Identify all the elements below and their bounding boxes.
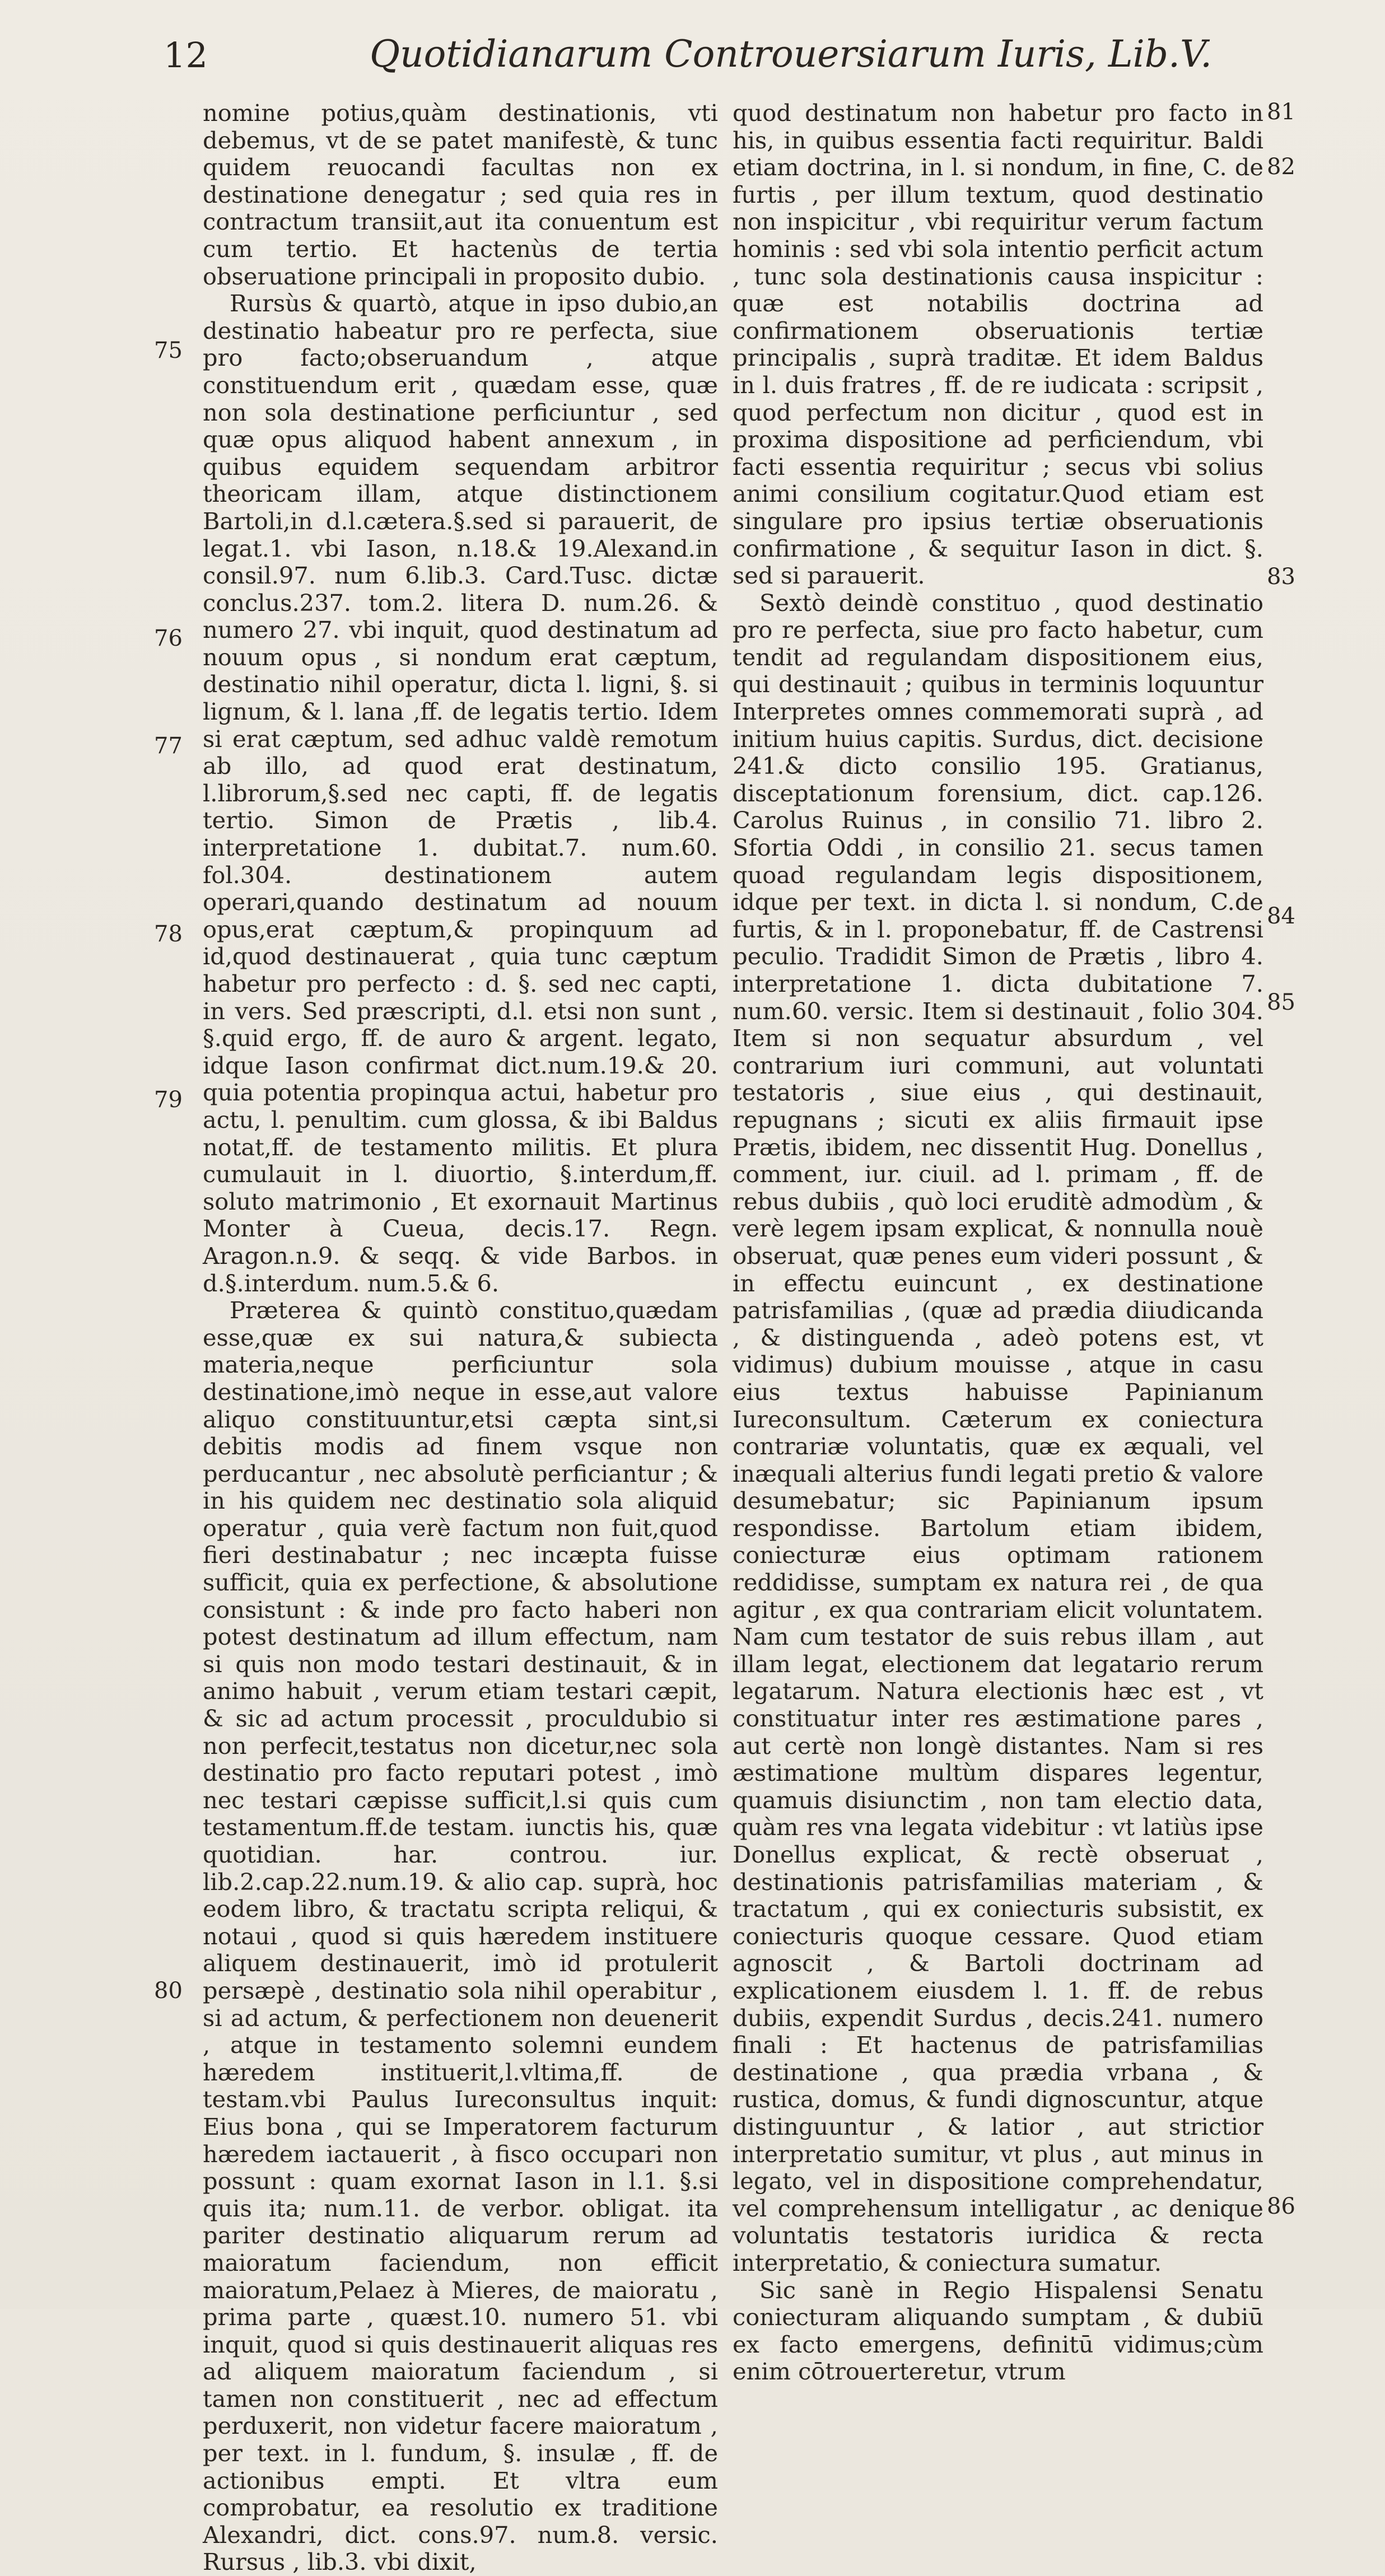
paragraph: quod destinatum non habetur pro facto in his, in quibus essentia facti requiritur. Baldi etiam doctrina, in l. si nondum, in fine, C. de furtis , per illum textum, quod destinatio non inspicitur , vbi requiritur verum factum hominis : sed vbi sola intentio perficit actum , tunc sola destinationis causa inspicitur : quæ est notabilis doctrina ad confirmationem obseruationis tertiæ principalis , suprà traditæ. Et idem Baldus in l. duis fratres , ff. de re iudicata : scripsit , quod perfectum non dicitur , quod est in proxima dispositione ad perficiendum, vbi facti essentia requiritur ; secus vbi solius animi consilium cogitatur.Quod etiam est singulare pro ipsius tertiæ obseruationis confirmatione , & sequitur Iason in dict. §. sed si parauerit. xyxy=(733,99,1263,590)
margin-number: 86 xyxy=(1267,2194,1295,2219)
left-text-column xyxy=(203,100,718,2576)
paragraph: Præterea & quintò constituo,quædam esse,quæ ex sui natura,& subiecta materia,neque perficiuntur sola destinatione,imò neque in esse,aut valore aliquo constituuntur,etsi cæpta sint,si debitis modis ad finem vsque non perducantur , nec absolutè perficiantur ; & in his quidem nec destinatio sola aliquid operatur , quia verè factum non fuit,quod fieri destinabatur ; nec incæpta fuisse sufficit, quia ex perfectione, & absolutione consistunt : & inde pro facto haberi non potest destinatum ad illum effectum, nam si quis non modo testari destinauit, & in animo habuit , verum etiam testari cæpit, & sic ad actum processit , proculdubio si non perfecit,testatus non dicetur,nec sola destinatio pro facto reputari potest , imò nec testari cæpisse sufficit,l.si quis cum testamentum.ff.de testam. iunctis his, quæ quotidian. har. controu. iur. lib.2.cap.22.num.19. & alio cap. suprà, hoc eodem libro, & tractatu scripta reliqui, & notaui , quod si quis hæredem instituere aliquem destinauerit, imò id protulerit persæpè , destinatio sola nihil operabitur , si ad actum, & perfectionem non deuenerit , atque in testamento solemni eundem hæredem instituerit,l.vltima,ff. de testam.vbi Paulus Iureconsultus inquit: Eius bona , qui se Imperatorem facturum hæredem iactauerit , à fisco occupari non possunt : quam exornat Iason in l.1. §.si quis ita; num.11. de verbor. obligat. ita pariter destinatio aliquarum rerum ad maioratum faciendum, non efficit maioratum,Pelaez à Mieres, de maioratu , prima parte , quæst.10. numero 51. vbi inquit, quod si quis destinauerit aliquas res ad aliquem maioratum faciendum , si tamen non constituerit , nec ad effectum perduxerit, non videtur facere maioratum , per text. in l. fundum, §. insulæ , ff. de actionibus empti. Et vltra eum comprobatur, ea resolutio ex traditione Alexandri, dict. cons.97. num.8. versic. Rursus , lib.3. vbi dixit, xyxy=(203,1296,718,2576)
margin-number: 78 xyxy=(154,921,183,947)
margin-number: 80 xyxy=(154,1978,183,2004)
margin-number: 83 xyxy=(1267,564,1295,590)
paragraph: Sic sanè in Regio Hispalensi Senatu coniecturam aliquando sumptam , & dubiū ex facto emergens, definitū vidimus;cùm enim cōtrouerteretur, vtrum xyxy=(733,2276,1263,2386)
running-title: Quotidianarum Controuersiarum Iuris, Lib.V. xyxy=(370,32,1213,76)
margin-number: 76 xyxy=(154,626,183,651)
margin-number: 84 xyxy=(1267,903,1295,929)
right-text-column xyxy=(733,100,1263,2386)
margin-number: 82 xyxy=(1267,154,1295,180)
margin-number: 79 xyxy=(154,1087,183,1113)
paragraph: Rursùs & quartò, atque in ipso dubio,an destinatio habeatur pro re perfecta, siue pro facto;obseruandum , atque constituendum erit , quædam esse, quæ non sola destinatione perficiuntur , sed quæ opus aliquod habent annexum , in quibus equidem sequendam arbitror theoricam illam, atque distinctionem Bartoli,in d.l.cætera.§.sed si parauerit, de legat.1. vbi Iason, n.18.& 19.Alexand.in consil.97. num 6.lib.3. Card.Tusc. dictæ conclus.237. tom.2. litera D. num.26. & numero 27. vbi inquit, quod destinatum ad nouum opus , si nondum erat cæptum, destinatio nihil operatur, dicta l. ligni, §. si lignum, & l. lana ,ff. de legatis tertio. Idem si erat cæptum, sed adhuc valdè remotum ab illo, ad quod erat destinatum, l.librorum,§.sed nec capti, ff. de legatis tertio. Simon de Prætis , lib.4. interpretatione 1. dubitat.7. num.60. fol.304. destinationem autem operari,quando destinatum ad nouum opus,erat cæptum,& propinquum ad id,quod destinauerat , quia tunc cæptum habetur pro perfecto : d. §. sed nec capti, in vers. Sed præscripti, d.l. etsi non sunt , §.quid ergo, ff. de auro & argent. legato, idque Iason confirmat dict.num.19.& 20. quia potentia propinqua actui, habetur pro actu, l. penultim. cum glossa, & ibi Baldus notat,ff. de testamento militis. Et plura cumulauit in l. diuortio, §.interdum,ff. soluto matrimonio , Et exornauit Martinus Monter à Cueua, decis.17. Regn. Aragon.n.9. & seqq. & vide Barbos. in d.§.interdum. num.5.& 6. xyxy=(203,290,718,1297)
margin-number: 75 xyxy=(154,338,183,363)
paragraph: Sextò deindè constituo , quod destinatio pro re perfecta, siue pro facto habetur, cum tendit ad regulandam dispositionem eius, qui destinauit ; quibus in terminis loquuntur Interpretes omnes commemorati suprà , ad initium huius capitis. Surdus, dict. decisione 241.& dicto consilio 195. Gratianus, disceptationum forensium, dict. cap.126. Carolus Ruinus , in consilio 71. libro 2. Sfortia Oddi , in consilio 21. secus tamen quoad regulandam legis dispositionem, idque per text. in dicta l. si nondum, C.de furtis, & in l. proponebatur, ff. de Castrensi peculio. Tradidit Simon de Prætis , libro 4. interpretatione 1. dicta dubitatione 7. num.60. versic. Item si destinauit , folio 304. Item si non sequatur absurdum , vel contrarium iuri communi, aut voluntati testatoris , siue eius , qui destinauit, repugnans ; sicuti ex aliis firmauit ipse Prætis, ibidem, nec dissentit Hug. Donellus , comment, iur. ciuil. ad l. primam , ff. de rebus dubiis , quò loci eruditè admodùm , & verè legem ipsam explicat, & nonnulla nouè obseruat, quæ penes eum videri possunt , & in effectu euincunt , ex destinatione patrisfamilias , (quæ ad prædia diiudicanda , & distinguenda , adeò potens est, vt vidimus) dubium mouisse , atque in casu eius textus habuisse Papinianum Iureconsultum. Cæterum ex coniectura contrariæ voluntatis, quæ ex æquali, vel inæquali alterius fundi legati pretio & valore desumebatur; sic Papinianum ipsum respondisse. Bartolum etiam ibidem, coniecturæ eius optimam rationem reddidisse, sumptam ex natura rei , de qua agitur , ex qua contrariam elicit voluntatem. Nam cum testator de suis rebus illam , aut illam legat, electionem dat legatario rerum legatarum. Natura electionis hæc est , vt constituatur inter res æstimatione pares , aut certè non longè distantes. Nam si res æstimatione multùm dispares legentur, quamuis disiunctim , non tam electio data, quàm res vna legata videbitur : vt latiùs ipse Donellus explicat, & rectè obseruat , destinationis patrisfamilias materiam , & tractatum , qui ex coniecturis subsistit, ex coniecturis quoque cessare. Quod etiam agnoscit , & Bartoli doctrinam ad explicationem eiusdem l. 1. ff. de rebus dubiis, expendit Surdus , decis.241. numero finali : Et hactenus de patrisfamilias destinatione , qua prædia vrbana , & rustica, domus, & fundi dignoscuntur, atque distinguuntur , & latior , aut strictior interpretatio sumitur, vt plus , aut minus in legato, vel in dispositione comprehendatur, vel comprehensum intelligatur , ac denique voluntatis testatoris iuridica & recta interpretatio, & coniectura sumatur. xyxy=(733,589,1263,2276)
page-number: 12 xyxy=(164,35,208,76)
paragraph: nomine potius,quàm destinationis, vti debemus, vt de se patet manifestè, & tunc quidem reuocandi facultas non ex destinatione denegatur ; sed quia res in contractum transiit,aut ita conuentum est cum tertio. Et hactenùs de tertia obseruatione principali in proposito dubio. xyxy=(203,99,718,290)
margin-number: 77 xyxy=(154,733,183,759)
margin-number: 81 xyxy=(1267,99,1295,125)
margin-number: 85 xyxy=(1267,990,1295,1015)
